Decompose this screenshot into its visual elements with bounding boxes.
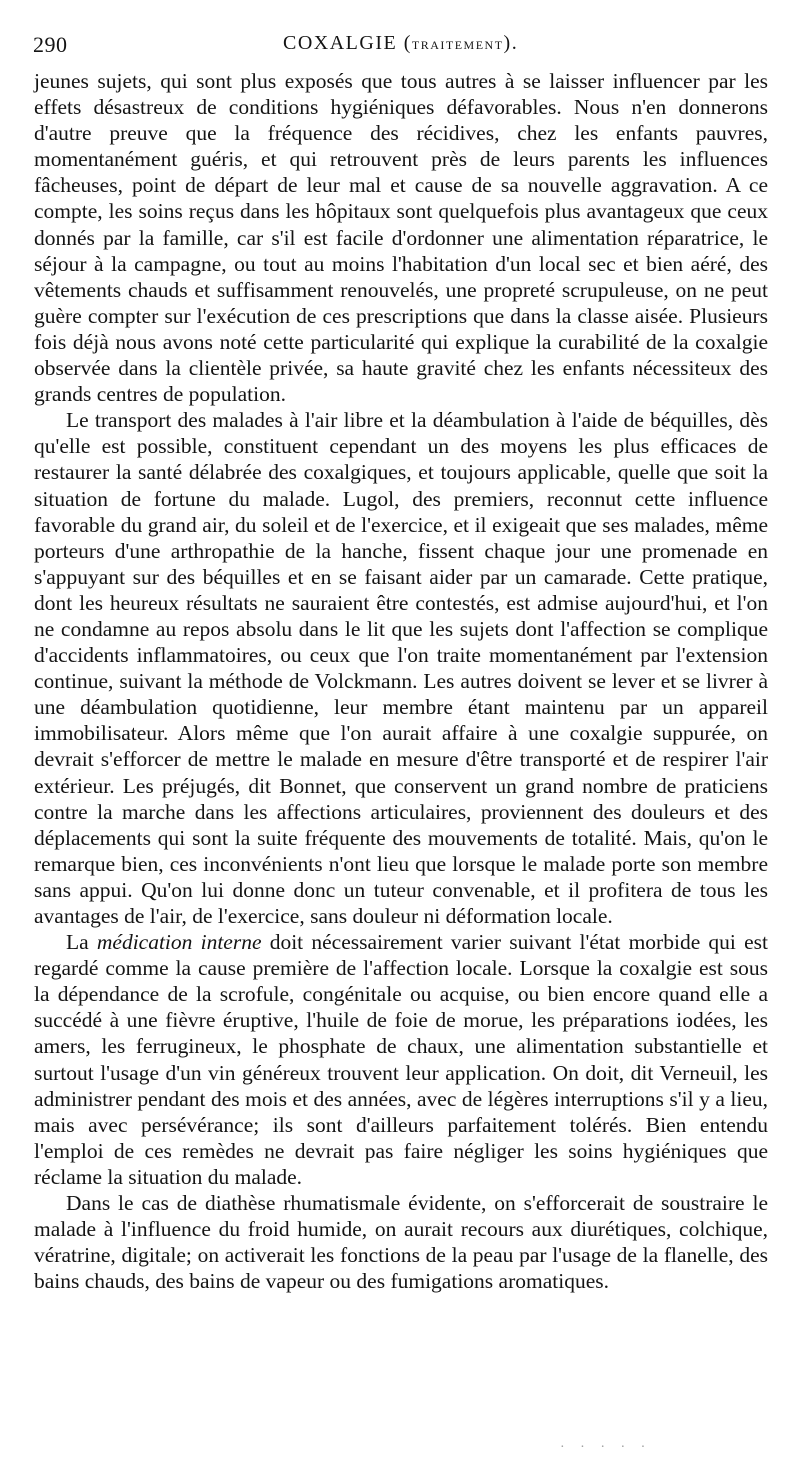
paragraph-3-emphasis: médication interne bbox=[96, 930, 262, 955]
running-head-close: ). bbox=[503, 32, 519, 54]
running-head-subtitle: TRAITEMENT bbox=[411, 38, 504, 52]
scan-artifact-dots: · · · · · bbox=[560, 1440, 652, 1455]
page-header bbox=[33, 32, 773, 60]
paragraph-3 bbox=[34, 929, 768, 1190]
paragraph-2: Le transport des malades à l'air libre et la déambulation à l'aide de béquilles, dès qu'elle est possible, constituent cependant un des moyens les plus efficaces de restaurer la santé délabrée des coxalgiques, et toujours applicable, quelle que soit la situation de fortune du malade. Lugol, des premiers, reconnut cette influence favorable du grand air, du soleil et de l'exercice, et il exigeait que ses malades, même porteurs d'une arthropathie de la hanche, fissent chaque jour une promenade en s'appuyant sur des béquilles et en se faisant aider par un camarade. Cette pratique, dont les heureux résultats ne sauraient être contestés, est admise aujourd'hui, et l'on ne condamne au repos absolu dans le lit que les sujets dont l'affection se complique d'accidents inflammatoires, ou ceux que l'on traite momentanément par l'extension continue, suivant la méthode de Volckmann. Les autres doivent se lever et se livrer à une déambulation quotidienne, leur membre étant maintenu par un appareil immobilisateur. Alors même que l'on aurait affaire à une coxalgie suppurée, on devrait s'efforcer de mettre le malade en mesure d'être transporté et de respirer l'air extérieur. Les préjugés, dit Bonnet, que conservent un grand nombre de praticiens contre la marche dans les affections articulaires, proviennent des douleurs et des déplacements qui sont la suite fréquente des mouvements de totalité. Mais, qu'on le remarque bien, ces inconvénients n'ont lieu que lorsque le malade porte son membre sans appui. Qu'on lui donne donc un tuteur convenable, et il profitera de tous les avantages de l'air, de l'exercice, sans douleur ni déformation locale. bbox=[34, 408, 768, 928]
paragraph-3-lead: La bbox=[66, 930, 97, 955]
running-head bbox=[283, 32, 518, 55]
page-number: 290 bbox=[33, 32, 68, 57]
paragraph-3-text: doit nécessairement varier suivant l'état morbide qui est regardé comme la cause première de l'affection locale. Lorsque la coxalgie est sous la dépendance de la scrofule, congénitale ou acquise, ou bien encore quand elle a succédé à une fièvre éruptive, l'huile de foie de morue, les préparations iodées, les amers, les ferrugineux, le phosphate de chaux, une alimentation substantielle et surtout l'usage d'un vin généreux trouvent leur application. On doit, dit Verneuil, les administrer pendant des mois et des années, avec de légères interruptions s'il y a lieu, mais avec persévérance; ils sont d'ailleurs parfaitement tolérés. Bien entendu l'emploi de ces remèdes ne devrait pas faire négliger les soins hygiéniques que réclame la situation du malade. bbox=[34, 930, 768, 1189]
body-text bbox=[34, 68, 768, 1294]
running-head-title: COXALGIE ( bbox=[283, 32, 412, 54]
paragraph-1: jeunes sujets, qui sont plus exposés que tous autres à se laisser influencer par les effets désastreux de conditions hygiéniques défavorables. Nous n'en donnerons d'autre preuve que la fréquence des récidives, chez les enfants pauvres, momentanément guéris, et qui retrouvent près de leurs parents les influences fâcheuses, point de départ de leur mal et cause de sa nouvelle aggravation. A ce compte, les soins reçus dans les hôpitaux sont quelquefois plus avantageux que ceux donnés par la famille, car s'il est facile d'ordonner une alimentation réparatrice, le séjour à la campagne, ou tout au moins l'habitation d'un local sec et bien aéré, des vêtements chauds et suffisamment renouvelés, une propreté scrupuleuse, on ne peut guère compter sur l'exécution de ces prescriptions que dans la classe aisée. Plusieurs fois déjà nous avons noté cette particularité qui explique la curabilité de la coxalgie observée dans la clientèle privée, sa haute gravité chez les enfants nécessiteux des grands centres de population. bbox=[34, 69, 768, 407]
paragraph-4: Dans le cas de diathèse rhumatismale évidente, on s'efforcerait de soustraire le malade à l'influence du froid humide, on aurait recours aux diurétiques, colchique, vératrine, digitale; on activerait les fonctions de la peau par l'usage de la flanelle, des bains chauds, des bains de vapeur ou des fumigations aromatiques. bbox=[34, 1191, 768, 1294]
